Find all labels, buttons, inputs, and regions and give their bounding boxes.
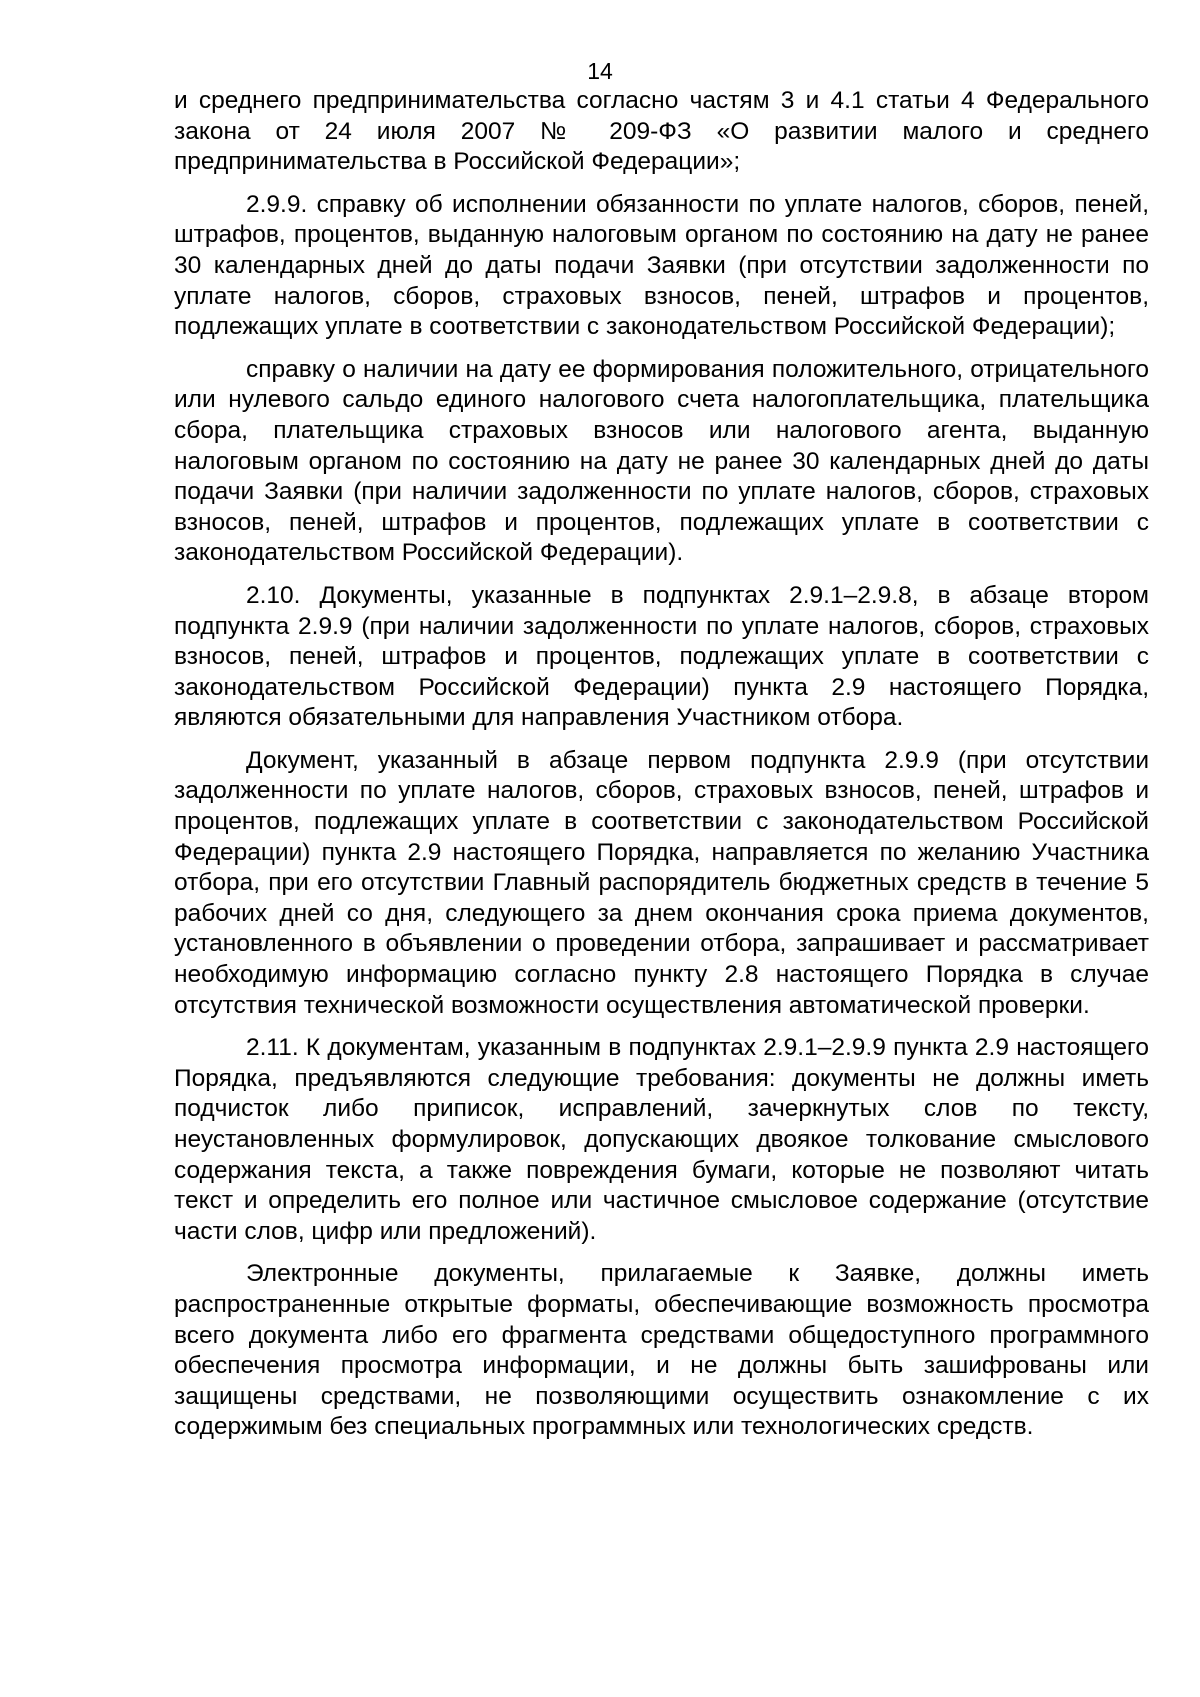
paragraph-2-10-optional-document: Документ, указанный в абзаце первом подпункта 2.9.9 (при отсутствии задолженности по уплате налогов, сборов, страховых взносов, пеней, штрафов и процентов, подлежащих уплате в соответствии с законодательством Российской Федерации) пункта 2.9 настоящего Порядка, направляется по желанию Участника отбора, при его отсутствии Главный распорядитель бюджетных средств в течение 5 рабочих дней со дня, следующего за днем окончания срока приема документов, установленного в объявлении о проведении отбора, запрашивает и рассматривает необходимую информацию согласно пункту 2.8 настоящего Порядка в случае отсутствия технической возможности осуществления автоматической проверки. <box>174 746 1149 1019</box>
document-body <box>174 86 1149 1443</box>
paragraph-2-10-mandatory-documents: 2.10. Документы, указанные в подпунктах 2.9.1–2.9.8, в абзаце втором подпункта 2.9.9 (при наличии задолженности по уплате налогов, сборов, страховых взносов, пеней, штрафов и процентов, подлежащих уплате в соответствии с законодательством Российской Федерации) пункта 2.9 настоящего Порядка, являются обязательными для направления Участником отбора. <box>174 581 1149 732</box>
page-number: 14 <box>587 58 613 84</box>
paragraph-2-11-document-requirements: 2.11. К документам, указанным в подпунктах 2.9.1–2.9.9 пункта 2.9 настоящего Порядка, предъявляются следующие требования: документы не должны иметь подчисток либо приписок, исправлений, зачеркнутых слов по тексту, неустановленных формулировок, допускающих двоякое толкование смыслового содержания текста, а также повреждения бумаги, которые не позволяют читать текст и определить его полное или частичное смысловое содержание (отсутствие части слов, цифр или предложений). <box>174 1034 1149 1245</box>
paragraph-electronic-documents: Электронные документы, прилагаемые к Заявке, должны иметь распространенные открытые форматы, обеспечивающие возможность просмотра всего документа либо его фрагмента средствами общедоступного программного обеспечения просмотра информации, и не должны быть зашифрованы или защищены средствами, не позволяющими осуществить ознакомление с их содержимым без специальных программных или технологических средств. <box>174 1260 1149 1441</box>
paragraph-2-9-9-balance-certificate: справку о наличии на дату ее формирования положительного, отрицательного или нулевого сальдо единого налогового счета налогоплательщика, плательщика сбора, плательщика страховых взносов или налогового агента, выданную налоговым органом по состоянию на дату не ранее 30 календарных дней до даты подачи Заявки (при наличии задолженности по уплате налогов, сборов, страховых взносов, пеней, штрафов и процентов, подлежащих уплате в соответствии с законодательством Российской Федерации). <box>174 355 1149 567</box>
paragraph-2-9-9-tax-certificate: 2.9.9. справку об исполнении обязанности по уплате налогов, сборов, пеней, штрафов, процентов, выданную налоговым органом по состоянию на дату не ранее 30 календарных дней до даты подачи Заявки (при отсутствии задолженности по уплате налогов, сборов, страховых взносов, пеней, штрафов и процентов, подлежащих уплате в соответствии с законодательством Российской Федерации); <box>174 190 1149 341</box>
paragraph-continuation-209fz: и среднего предпринимательства согласно частям 3 и 4.1 статьи 4 Федерального закона от 24 июля 2007 № 209-ФЗ «О развитии малого и среднего предпринимательства в Российской Федерации»; <box>174 87 1149 176</box>
